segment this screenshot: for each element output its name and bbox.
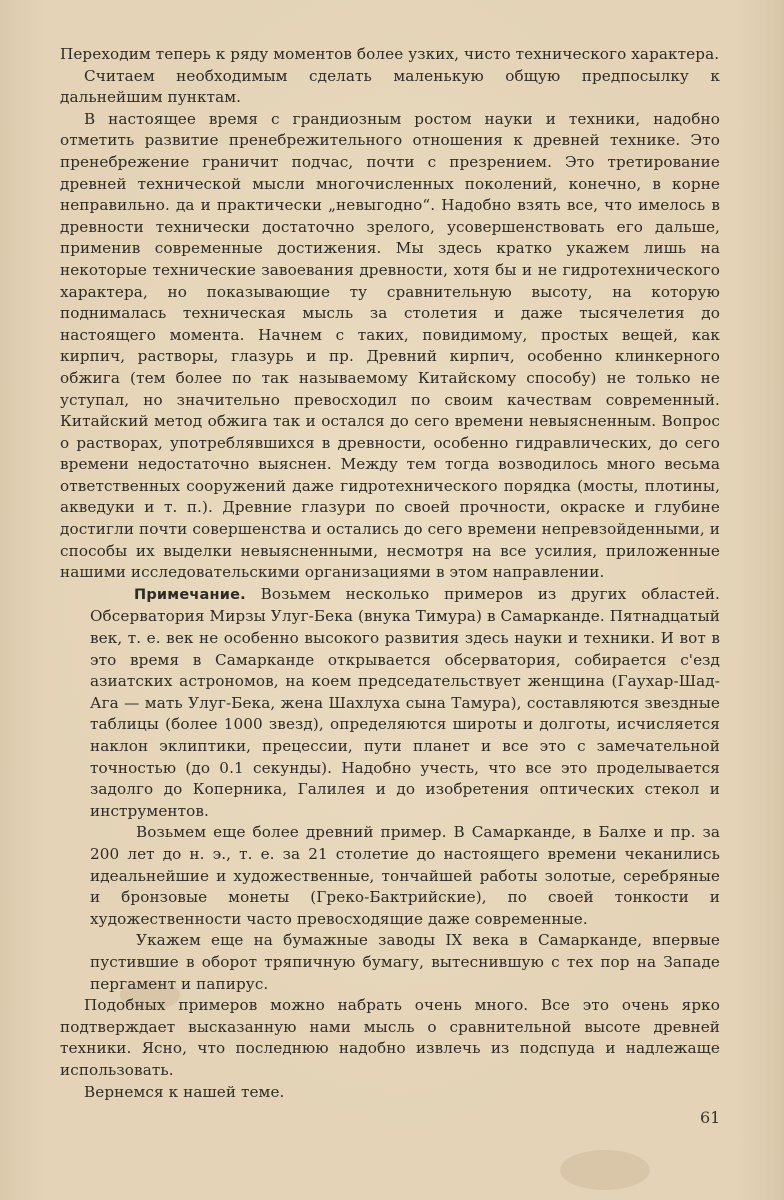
note-text-observatory: Возьмем несколько примеров из других областей. Обсерватория Мирзы Улуг-Бека (внука Тимура) в Самарканде. Пятнадцатый век, т. е. век не особенно высокого развития здесь науки и техники. И вот в это время в Самарканде открывается обсерватория, собирается с'езд азиатских астрономов, на коем председательствует женщина (Гаухар-Шад-Ага — мать Улуг-Бека, жена Шахлуха сына Тамура), составляются звездные таблицы (более 1000 звезд), определяются широты и долготы, исчисляется наклон эклиптики, прецессии, пути планет и все это с замечательной точностью (до 0.1 секунды). Надобно учесть, что все это проделывается задолго до Коперника, Галилея и до изобретения оптических стекол и инструментов.: [90, 584, 720, 820]
note-label: Примечание.: [134, 586, 246, 603]
paper-stain: [560, 1150, 650, 1190]
note-paragraph-observatory: [90, 584, 720, 823]
paragraph-return: Вернемся к нашей теме.: [84, 1082, 285, 1101]
note-paragraph-coins: Возьмем еще более древний пример. В Самарканде, в Балхе и пр. за 200 лет до н. э., т. е. за 21 столетие до настоящего времени чеканились идеальнейшие и художественные, тончайшей работы золотые, серебряные и бронзовые монеты (Греко-Бактрийские), по своей тонкости и художественности часто превосходящие даже современные.: [90, 823, 720, 928]
note-paragraph-paper-mills: Укажем еще на бумажные заводы IX века в Самарканде, впервые пустившие в оборот тряпичную бумагу, вытеснившую с тех пор на Западе пергамент и папирус.: [90, 931, 720, 993]
page-text: [60, 44, 720, 1103]
paragraph-ancient-technique: В настоящее время с грандиозным ростом науки и техники, надобно отметить развитие пренебрежительного отношения к древней технике. Это пренебрежение граничит подчас, почти с презрением. Это третирование древней технической мысли многочисленных поколений, конечно, в корне неправильно. да и практически „невыгодно“. Надобно взять все, что имелось в древности технически достаточно зрелого, усовершенствовать его дальше, применив современные достижения. Мы здесь кратко укажем лишь на некоторые технические завоевания древности, хотя бы и не гидротехнического характера, но показывающие ту сравнительную высоту, на которую поднималась техническая мысль за столетия и даже тысячелетия до настоящего момента. Начнем с таких, повидимому, простых вещей, как кирпич, растворы, глазурь и пр. Древний кирпич, особенно клинкерного обжига (тем более по так называемому Китайскому способу) не только не уступал, но значительно превосходил по своим качествам современный. Китайский метод обжига так и остался до сего времени невыясненным. Вопрос о растворах, употреблявшихся в древности, особенно гидравлических, до сего времени недостаточно выяснен. Между тем тогда возводилось много весьма ответственных сооружений даже гидротехнического порядка (мосты, плотины, акведуки и т. п.). Древние глазури по своей прочности, окраске и глубине достигли почти совершенства и остались до сего времени непревзойденными, и способы их выделки невыясненными, несмотря на все усилия, приложенные нашими исследовательскими организациями в этом направлении.: [60, 109, 720, 582]
paragraph-conclusion: Подобных примеров можно набрать очень много. Все это очень ярко подтверждает высказанную нами мысль о сравнительной высоте древней техники. Ясно, что последнюю надобно извлечь из подспуда и надлежаще использовать.: [60, 996, 720, 1079]
page-number: 61: [700, 1108, 721, 1127]
paragraph-premise: Считаем необходимым сделать маленькую общую предпосылку к дальнейшим пунктам.: [60, 66, 720, 107]
note-block: [90, 584, 720, 995]
paragraph-intro: Переходим теперь к ряду моментов более узких, чисто технического характера.: [60, 45, 720, 63]
